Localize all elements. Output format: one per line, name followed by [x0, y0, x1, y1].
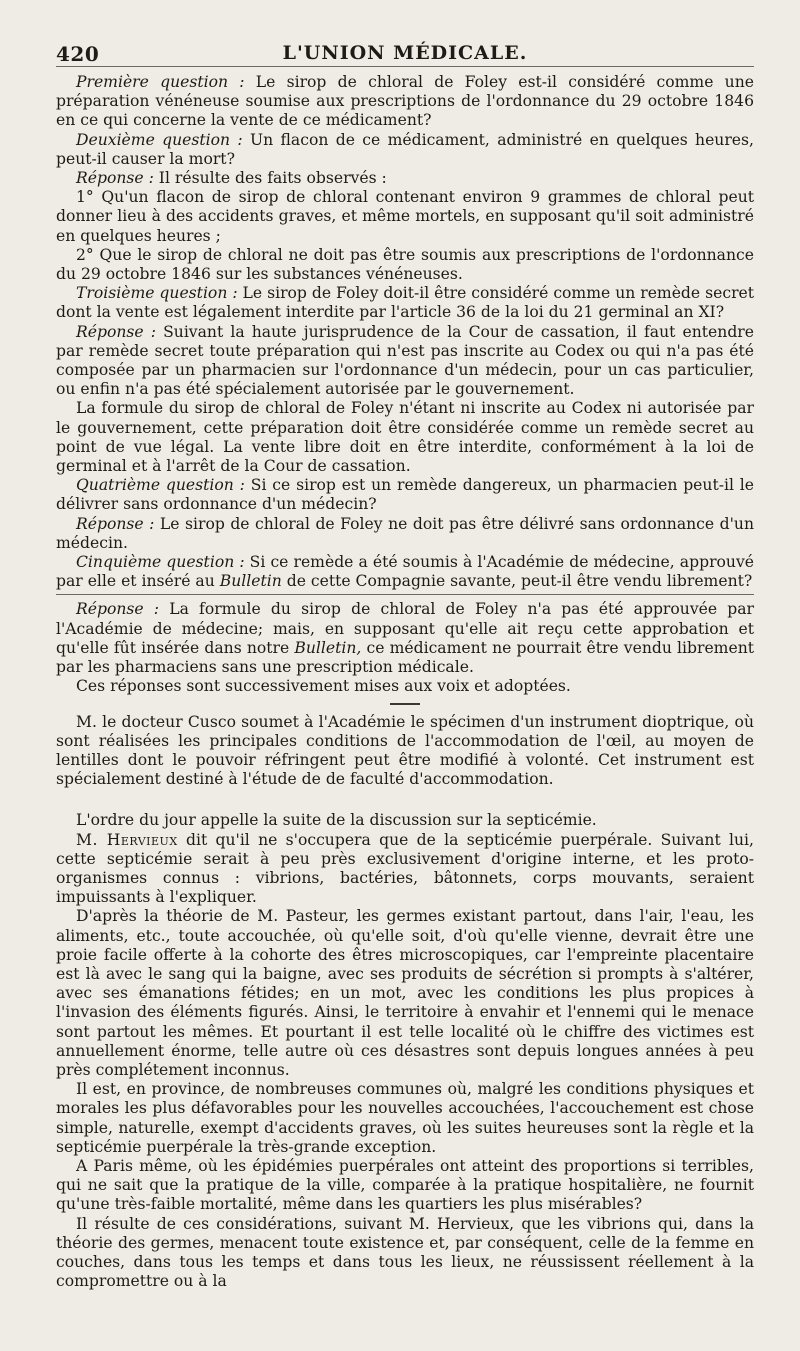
paragraph-r1-item1: 1° Qu'un flacon de sirop de chloral contenant environ 9 grammes de chloral peut donner lieu à des accidents graves, et même mortels, en supposant qu'il soit administré en quelques heures ;: [56, 188, 754, 245]
discussion-2-text: dit qu'il ne s'occupera que de la septicémie puerpérale. Suivant lui, cette septicémie serait à peu près exclusivement d'origine interne, et les proto-organismes connus : vibrions, bactéries, bâtonnets, corps mouvants, seraient impuissants à l'expliquer.: [56, 830, 755, 907]
r5-bulletin: Bulletin,: [294, 638, 362, 657]
page-body: [56, 73, 754, 1291]
section-gap: [56, 789, 754, 811]
q3-lead: Troisième question :: [76, 284, 238, 303]
paragraph-discussion-3: D'après la théorie de M. Pasteur, les germes existant partout, dans l'air, l'eau, les aliments, etc., toute accouchée, où qu'elle soit, d'où qu'elle vienne, devrait être une proie facile offerte à la cohorte des êtres microscopiques, car l'empreinte placentaire est là avec le sang qui la baigne, avec ses produits de sécrétion si prompts à s'altérer, avec ses émanations fétides; en un mot, avec les conditions les plus propices à l'invasion des éléments figurés. Ainsi, le territoire à envahir et l'ennemi qui le menace sont partout les mêmes. Et pourtant il est telle localité où le chiffre des victimes est annuellement énorme, telle autre où ces désastres sont depuis longues années à peu près complétement inconnus.: [56, 907, 754, 1079]
running-title: L'UNION MÉDICALE.: [282, 42, 528, 64]
paragraph-discussion-2: [56, 831, 754, 908]
r4-text: Le sirop de chloral de Foley ne doit pas être délivré sans ordonnance d'un médecin.: [56, 514, 754, 552]
paragraph-discussion-5: A Paris même, où les épidémies puerpérales ont atteint des proportions si terribles, qui ne sait que la pratique de la ville, comparée à la pratique hospitalière, ne fournit qu'une très-faible mortalité, même dans les quartiers les plus misérables?: [56, 1156, 754, 1214]
page-header: [56, 36, 754, 67]
paragraph-r3-cont: La formule du sirop de chloral de Foley n'étant ni inscrite au Codex ni autorisée par le gouvernement, cette préparation doit être considérée comme un remède secret au point de vue légal. La vente libre doit en être interdite, conformément à la loi de germinal et à l'arrêt de la Cour de cassation.: [56, 399, 754, 476]
paragraph-discussion-6: Il résulte de ces considérations, suivant M. Hervieux, que les vibrions qui, dans la théorie des germes, menacent toute existence et, par conséquent, celle de la femme en couches, dans tous les temps et dans tous les lieux, ne réussissent réellement à la compromettre ou à la: [56, 1214, 754, 1291]
paragraph-q3: [56, 284, 754, 322]
paragraph-q1: [56, 73, 754, 131]
r1-lead: Réponse :: [76, 169, 154, 188]
q4-text: Si ce sirop est un remède dangereux, un pharmacien peut-il le délivrer sans ordonnance d'un médecin?: [56, 476, 755, 514]
hervieux-name: M. Hervieux: [76, 830, 178, 849]
r4-lead: Réponse :: [76, 514, 155, 533]
q5-text-a: Si ce remède a été soumis à l'Académie de médecine, approuvé par elle et inséré au: [56, 553, 754, 591]
paragraph-r4: [56, 515, 754, 553]
paragraph-q4: [56, 476, 754, 514]
paragraph-closing: Ces réponses sont successivement mises aux voix et adoptées.: [76, 677, 571, 696]
paragraph-q5: [56, 553, 754, 591]
paragraph-r1-item2: 2° Que le sirop de chloral ne doit pas être soumis aux prescriptions de l'ordonnance du 29 octobre 1846 sur les substances vénéneuses.: [56, 245, 754, 284]
r5-text-a: La formule du sirop de chloral de Foley n'a pas été approuvée par l'Académie de médecine; mais, en supposant qu'elle ait reçu cette approbation et qu'elle fût insérée dans notre: [56, 600, 754, 657]
q3-text: Le sirop de Foley doit-il être considéré comme un remède secret dont la vente est légalement interdite par l'article 36 de la loi du 21 germinal an XI?: [56, 284, 755, 322]
q1-lead: Première question :: [76, 73, 245, 91]
q5-text-b: de cette Compagnie savante, peut-il être vendu librement?: [281, 572, 753, 591]
q5-bulletin: Bulletin: [219, 572, 282, 591]
q2-text: Un flacon de ce médicament, administré en quelques heures, peut-il causer la mort?: [56, 130, 754, 168]
r1-text: Il résulte des faits observés :: [153, 169, 387, 188]
q5-lead: Cinquième question :: [76, 553, 245, 572]
q1-text: Le sirop de chloral de Foley est-il considéré comme une préparation vénéneuse soumise aux prescriptions de l'ordonnance du 29 octobre 1846 en ce qui concerne la vente de ce médicament?: [56, 73, 755, 130]
paragraph-cusco: M. le docteur Cusco soumet à l'Académie le spécimen d'un instrument dioptrique, où sont réalisées les principales conditions de l'accommodation de l'œil, au moyen de lentilles dont le pouvoir réfringent peut être modifié à volonté. Cet instrument est spécialement destiné à l'étude de de faculté d'accommodation.: [56, 712, 754, 789]
page-number: 420: [56, 42, 100, 66]
paragraph-r5: [56, 600, 754, 677]
paragraph-r3: [56, 323, 754, 400]
r3-text: Suivant la haute jurisprudence de la Cour de cassation, il faut entendre par remède secret toute préparation qui n'est pas inscrite au Codex ou qui n'a pas été composée par un pharmacien sur l'ordonnance d'un médecin, pour un cas particulier, ou enfin n'a pas été spécialement autorisée par le gouvernement.: [56, 322, 754, 399]
paragraph-r1: [56, 169, 754, 188]
r5-lead: Réponse :: [76, 600, 160, 619]
r3-lead: Réponse :: [76, 322, 156, 341]
paragraph-q2: [56, 131, 754, 169]
section-dash: [390, 703, 420, 705]
separator-rule: [56, 594, 754, 595]
paragraph-discussion-4: Il est, en province, de nombreuses communes où, malgré les conditions physiques et morales les plus défavorables pour les nouvelles accouchées, l'accouchement est chose simple, naturelle, exempt d'accidents graves, où les suites heureuses sont la règle et la septicémie puerpérale la très-grande exception.: [56, 1080, 754, 1156]
r5-text-b: ce médicament ne pourrait être vendu librement par les pharmaciens sans une prescription médicale.: [56, 638, 754, 677]
q4-lead: Quatrième question :: [76, 476, 245, 495]
q2-lead: Deuxième question :: [76, 130, 243, 149]
paragraph-discussion-1: L'ordre du jour appelle la suite de la discussion sur la septicémie.: [76, 811, 597, 830]
